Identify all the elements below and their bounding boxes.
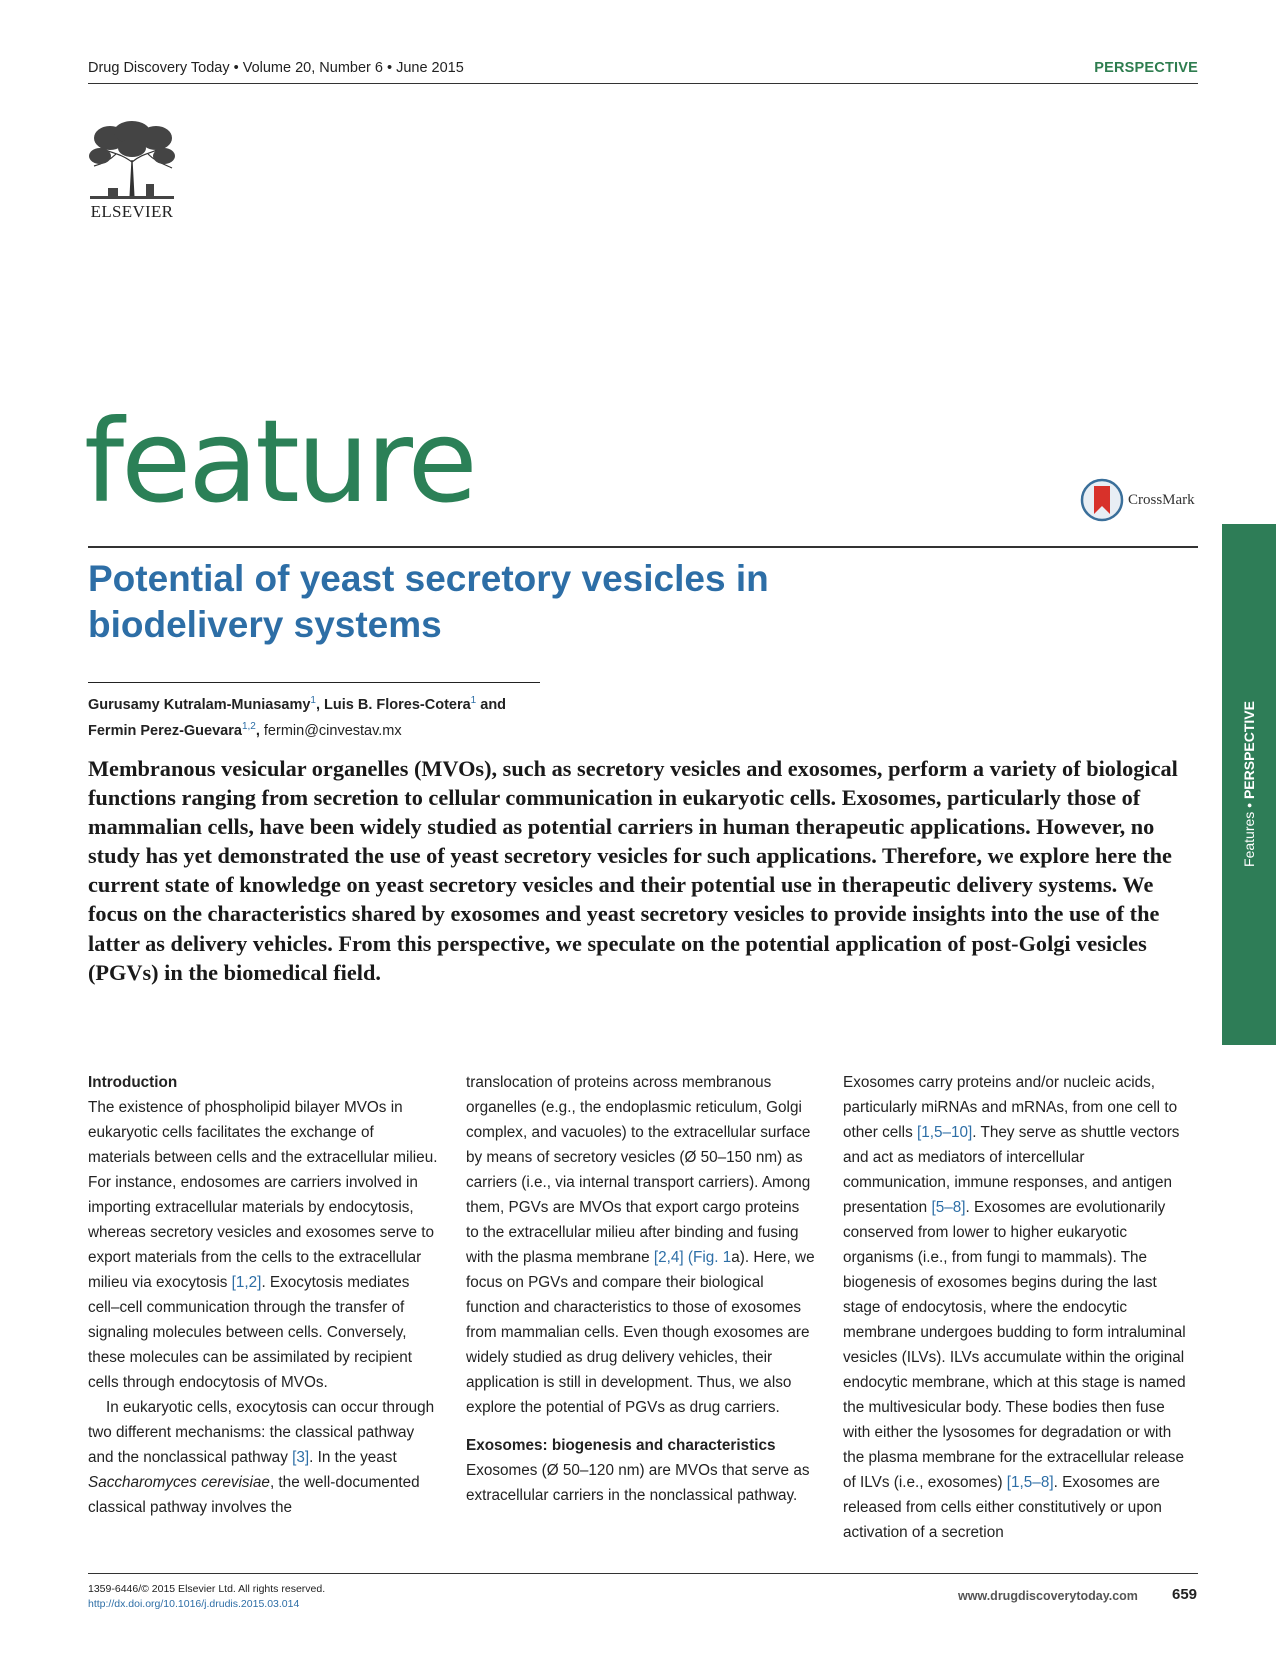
- body-column-2: [466, 1070, 816, 1508]
- author-name: Gurusamy Kutralam-Muniasamy: [88, 696, 311, 713]
- citation-link[interactable]: [1,5–8]: [1006, 1474, 1054, 1491]
- article-title: Potential of yeast secretory vesicles in biodelivery systems: [88, 558, 769, 645]
- affiliation-mark[interactable]: 1: [470, 695, 477, 706]
- feature-label: feature: [84, 395, 475, 528]
- citation-link[interactable]: [2,4]: [653, 1249, 684, 1266]
- page-number: 659: [1172, 1586, 1198, 1603]
- footer-divider: [88, 1573, 1198, 1574]
- section-side-tab: [1222, 524, 1276, 1045]
- footer-info: [88, 1582, 325, 1612]
- header-divider: [88, 83, 1198, 84]
- citation-link[interactable]: [5–8]: [931, 1199, 966, 1216]
- paragraph: Exosomes carry proteins and/or nucleic acids, particularly miRNAs and mRNAs, from one cell to other cells [1,5–10]. They serve as shuttle vectors and act as mediators of intercellular communication, immune responses, and antigen presentation [5–8]. Exosomes are evolutionarily conserved from lower to higher eukaryotic organisms (i.e., from fungi to mammals). The biogenesis of exosomes begins during the last stage of endocytosis, where the endocytic membrane undergoes budding to form intraluminal vesicles (ILVs). ILVs accumulate within the original endocytic membrane, which at this stage is named the multivesicular body. These bodies then fuse with either the lysosomes for degradation or with the plasma membrane for the extracellular release of ILVs (i.e., exosomes) [1,5–8]. Exosomes are released from cells either constitutively or upon activation of a secretion: [843, 1074, 1186, 1541]
- citation-link[interactable]: [3]: [292, 1449, 310, 1466]
- title-divider: [88, 546, 1198, 548]
- affiliation-mark[interactable]: 1,2: [241, 720, 256, 732]
- section-heading: Introduction: [88, 1074, 178, 1091]
- crossmark-badge[interactable]: [1080, 478, 1200, 524]
- author-divider: [88, 682, 540, 683]
- paragraph: translocation of proteins across membranous organelles (e.g., the endoplasmic reticulum, Golgi complex, and vacuoles) to the extracellular surface by means of secretory vesicles (Ø 50–150 nm) as carriers (i.e., via internal transport carriers). Among them, PGVs are MVOs that export cargo proteins to the extracellular milieu after binding and fusing with the plasma membrane [2,4] (Fig. 1a). Here, we focus on PGVs and compare their biological function and characteristics to those of exosomes from mammalian cells. Even though exosomes are widely studied as drug delivery vehicles, their application is still in development. Thus, we also explore the potential of PGVs as drug carriers.: [466, 1074, 815, 1416]
- doi-link[interactable]: http://dx.doi.org/10.1016/j.drudis.2015.03.014: [88, 1598, 300, 1610]
- journal-website-link[interactable]: www.drugdiscoverytoday.com: [958, 1589, 1138, 1603]
- abstract: Membranous vesicular organelles (MVOs), such as secretory vesicles and exosomes, perform a variety of biological functions ranging from secretion to cellular communication in eukaryotic cells. Exosomes, particularly those of mammalian cells, have been widely studied as potential carriers in human therapeutic applications. However, no study has yet demonstrated the use of yeast secretory vesicles for such applications. Therefore, we explore here the current state of knowledge on yeast secretory vesicles and their potential use in therapeutic delivery systems. We focus on the characteristics shared by exosomes and yeast secretory vesicles to provide insights into the use of the latter as delivery vehicles. From this perspective, we speculate on the potential application of post-Golgi vesicles (PGVs) in the biomedical field.: [88, 756, 1178, 985]
- figure-link[interactable]: (Fig. 1: [687, 1249, 732, 1266]
- affiliation-mark[interactable]: 1: [310, 695, 316, 706]
- side-tab-label: Features • PERSPECTIVE: [1241, 701, 1257, 867]
- paragraph: The existence of phospholipid bilayer MVOs in eukaryotic cells facilitates the exchange of materials between cells and the extracellular milieu. For instance, endosomes are carriers involved in importing extracellular materials by endocytosis, whereas secretory vesicles and exosomes serve to export materials from the cells to the extracellular milieu via exocytosis [1,2]. Exocytosis mediates cell–cell communication through the transfer of signaling molecules between cells. Conversely, these molecules can be assimilated by recipient cells through endocytosis of MVOs.: [88, 1099, 438, 1391]
- crossmark-label: CrossMark: [1128, 492, 1195, 508]
- author-name: Luis B. Flores-Cotera: [324, 696, 471, 713]
- citation-link[interactable]: [1,2]: [231, 1274, 262, 1291]
- author-list: Gurusamy Kutralam-Muniasamy$^1$, Luis B. Flores-Cotera$^1$ and Fermin Perez-Guevara$^{1,2}$, fermin@cinvestav.mx: [88, 695, 507, 739]
- section-heading: Exosomes: biogenesis and characteristics: [466, 1437, 776, 1454]
- journal-citation: Drug Discovery Today • Volume 20, Number 6 • June 2015: [88, 60, 464, 76]
- elsevier-logo: [86, 120, 178, 222]
- paragraph: In eukaryotic cells, exocytosis can occur through two different mechanisms: the classical pathway and the nonclassical pathway [3]. In the yeast Saccharomyces cerevisiae, the well-documented classical pathway involves the: [88, 1399, 435, 1516]
- logo-wordmark: ELSEVIER: [90, 202, 174, 221]
- paragraph: Exosomes (Ø 50–120 nm) are MVOs that serve as extracellular carriers in the nonclassical pathway.: [466, 1462, 810, 1504]
- author-email[interactable]: fermin@cinvestav.mx: [263, 722, 402, 739]
- crossmark-icon: [1080, 478, 1124, 522]
- body-column-3: [843, 1070, 1193, 1545]
- citation-link[interactable]: [1,5–10]: [916, 1124, 973, 1141]
- body-column-1: [88, 1070, 438, 1520]
- copyright-notice: 1359-6446/© 2015 Elsevier Ltd. All rights reserved.: [88, 1583, 326, 1595]
- author-name: Fermin Perez-Guevara: [88, 722, 242, 739]
- elsevier-tree-logo-icon: [86, 120, 178, 200]
- author-conjunction: and: [476, 696, 507, 713]
- section-tag: PERSPECTIVE: [1094, 60, 1198, 76]
